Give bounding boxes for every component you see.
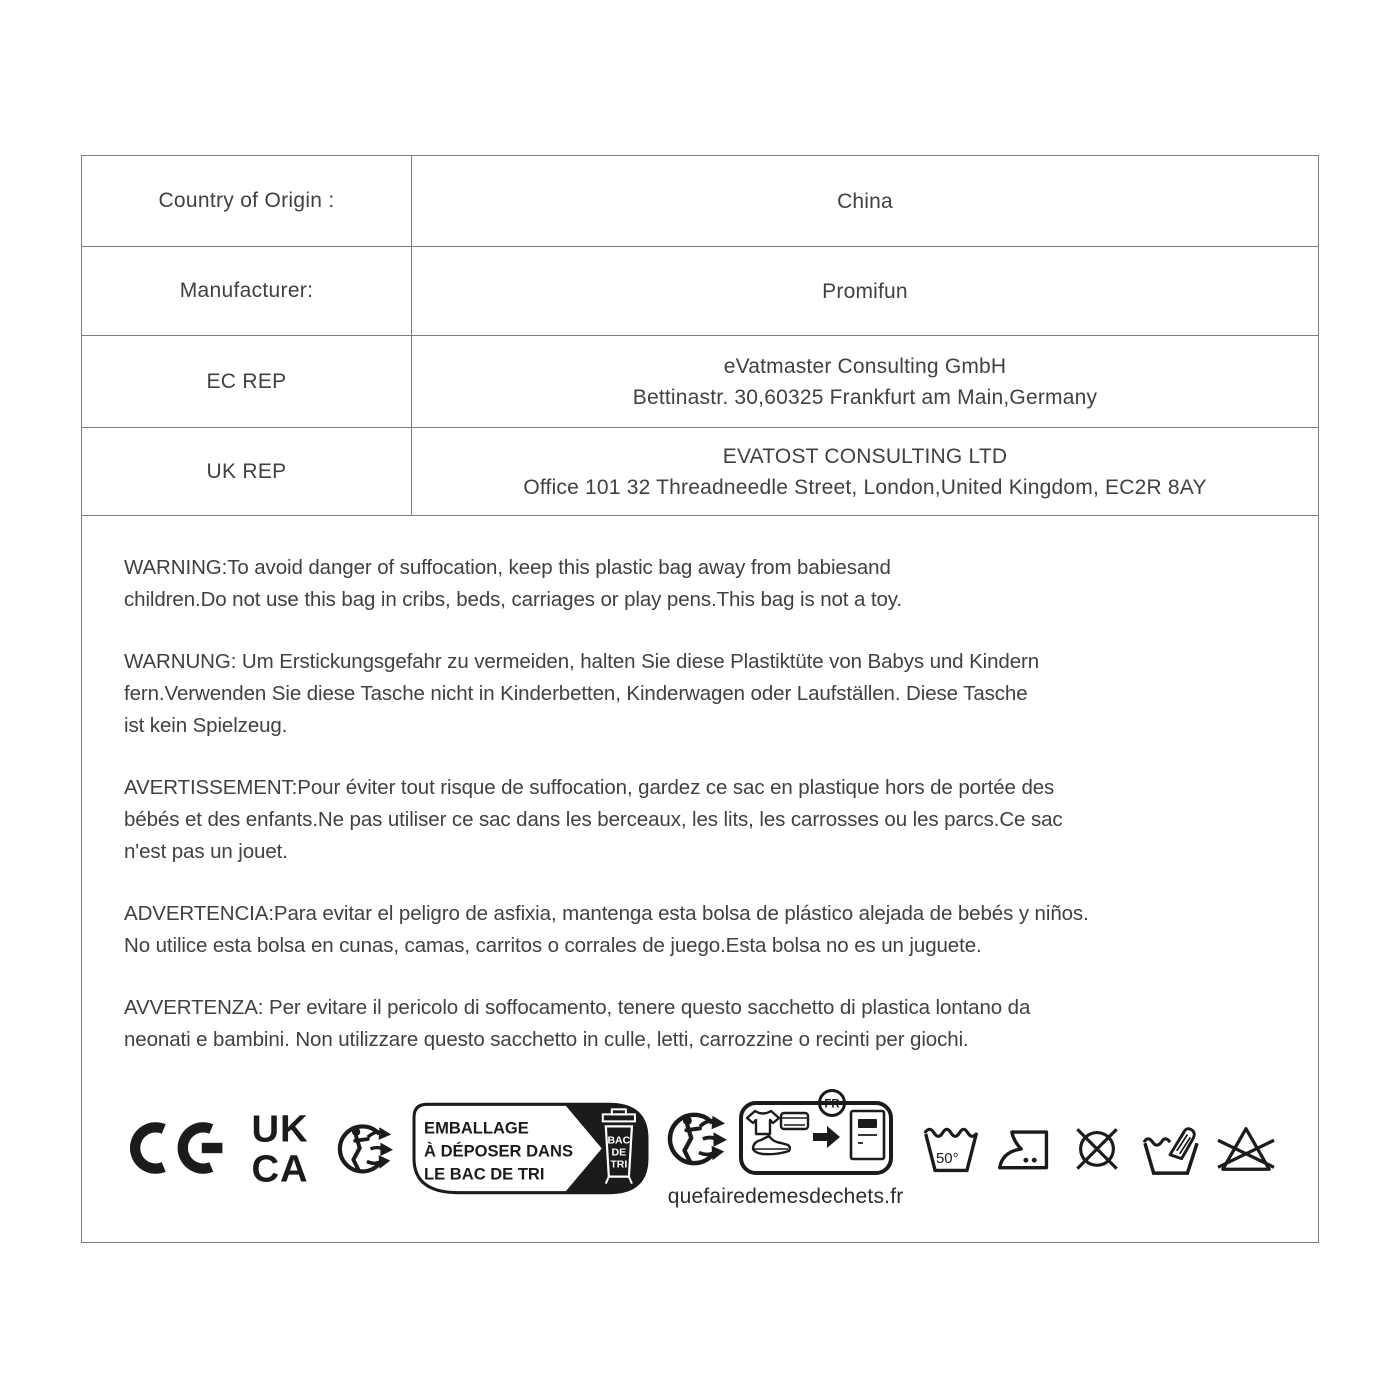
shoe-icon [753, 1136, 790, 1154]
row-label: UK REP [82, 428, 412, 515]
info-table [82, 156, 1318, 516]
svg-text:FR: FR [823, 1098, 840, 1111]
wash-50-icon [922, 1120, 980, 1176]
do-not-dry-clean-icon [1068, 1120, 1126, 1176]
svg-text:LE BAC DE TRI: LE BAC DE TRI [424, 1164, 545, 1184]
svg-text:À DÉPOSER DANS: À DÉPOSER DANS [424, 1141, 574, 1161]
value-line: Bettinastr. 30,60325 Frankfurt am Main,Germany [632, 385, 1098, 409]
row-value [412, 336, 1318, 427]
value-line: eVatmaster Consulting GmbH [723, 354, 1007, 378]
warning-line: ADVERTENCIA:Para evitar el peligro de asfixia, mantenga esta bolsa de plástico alejada de bebés y niños. [124, 902, 1089, 925]
table-row [82, 247, 1318, 336]
warning-line: AVVERTENZA: Per evitare il pericolo di soffocamento, tenere questo sacchetto di plastica lontano da [124, 996, 1031, 1019]
folded-textile-icon [781, 1113, 808, 1129]
row-label: EC REP [82, 336, 412, 427]
ukca-mark-icon [241, 1107, 319, 1189]
warning-line: WARNING:To avoid danger of suffocation, keep this plastic bag away from babiesand [124, 556, 891, 579]
row-value [412, 247, 1318, 335]
tshirt-icon [747, 1111, 779, 1134]
warning-line: WARNUNG: Um Erstickungsgefahr zu vermeiden, halten Sie diese Plastiktüte von Babys und Kindern [124, 650, 1040, 673]
ce-mark-icon [124, 1121, 224, 1175]
value-line: Office 101 32 Threadneedle Street, London,United Kingdom, EC2R 8AY [523, 475, 1207, 499]
warning-paragraph [124, 898, 1282, 962]
arrow-right-icon [813, 1126, 840, 1148]
warning-line: No utilice esta bolsa en cunas, camas, carritos o corrales de juego.Esta bolsa no es un juguete. [124, 934, 982, 957]
label-sheet [81, 155, 1319, 1243]
ukca-bottom-text: CA [251, 1147, 309, 1189]
sorting-caption: quefairedemesdechets.fr [667, 1185, 904, 1208]
warning-paragraph [124, 646, 1282, 742]
care-symbols-group [922, 1120, 1276, 1176]
warning-line: AVERTISSEMENT:Pour éviter tout risque de suffocation, gardez ce sac en plastique hors de portée des [124, 776, 1055, 799]
sorting-info-group [667, 1087, 905, 1209]
iron-medium-icon [995, 1120, 1053, 1176]
value-line: Promifun [822, 279, 908, 303]
value-line: EVATOST CONSULTING LTD [722, 444, 1008, 468]
do-not-bleach-icon [1216, 1120, 1276, 1176]
row-value [412, 156, 1318, 246]
warning-line: ist kein Spielzeug. [124, 714, 288, 737]
warning-paragraph [124, 992, 1282, 1056]
warning-line: fern.Verwenden Sie diese Tasche nicht in Kinderbetten, Kinderwagen oder Laufställen. Diese Tasche [124, 682, 1028, 705]
table-row [82, 156, 1318, 247]
warning-paragraph [124, 772, 1282, 868]
warning-line: n'est pas un jouet. [124, 840, 288, 863]
sorting-info-icon [667, 1087, 905, 1181]
warning-paragraph [124, 552, 1282, 616]
textile-container-icon [851, 1111, 884, 1159]
row-label: Manufacturer: [82, 247, 412, 335]
svg-text:TRI: TRI [610, 1158, 628, 1171]
svg-text:BAC: BAC [607, 1133, 631, 1146]
packaging-sorting-badge [412, 1102, 649, 1195]
emballage-text [424, 1118, 573, 1183]
warning-line: neonati e bambini. Non utilizzare questo sacchetto in culle, letti, carrozzine o recinti per giochi. [124, 1028, 969, 1051]
svg-text:EMBALLAGE: EMBALLAGE [424, 1117, 530, 1137]
compliance-icons-row [82, 1053, 1318, 1243]
svg-text:50°: 50° [935, 1149, 959, 1167]
svg-text:DE: DE [611, 1146, 627, 1159]
hand-wash-icon [1141, 1120, 1201, 1176]
triman-icon [337, 1121, 395, 1175]
warning-section [82, 516, 1318, 1053]
warning-line: bébés et des enfants.Ne pas utiliser ce sac dans les berceaux, les lits, les carrosses ou les parcs.Ce sac [124, 808, 1063, 831]
ukca-top-text: UK [251, 1107, 309, 1151]
table-row [82, 336, 1318, 428]
row-label: Country of Origin : [82, 156, 412, 246]
row-value [412, 428, 1318, 515]
value-line: China [837, 189, 893, 213]
warning-line: children.Do not use this bag in cribs, beds, carriages or play pens.This bag is not a toy. [124, 588, 903, 611]
table-row [82, 428, 1318, 516]
